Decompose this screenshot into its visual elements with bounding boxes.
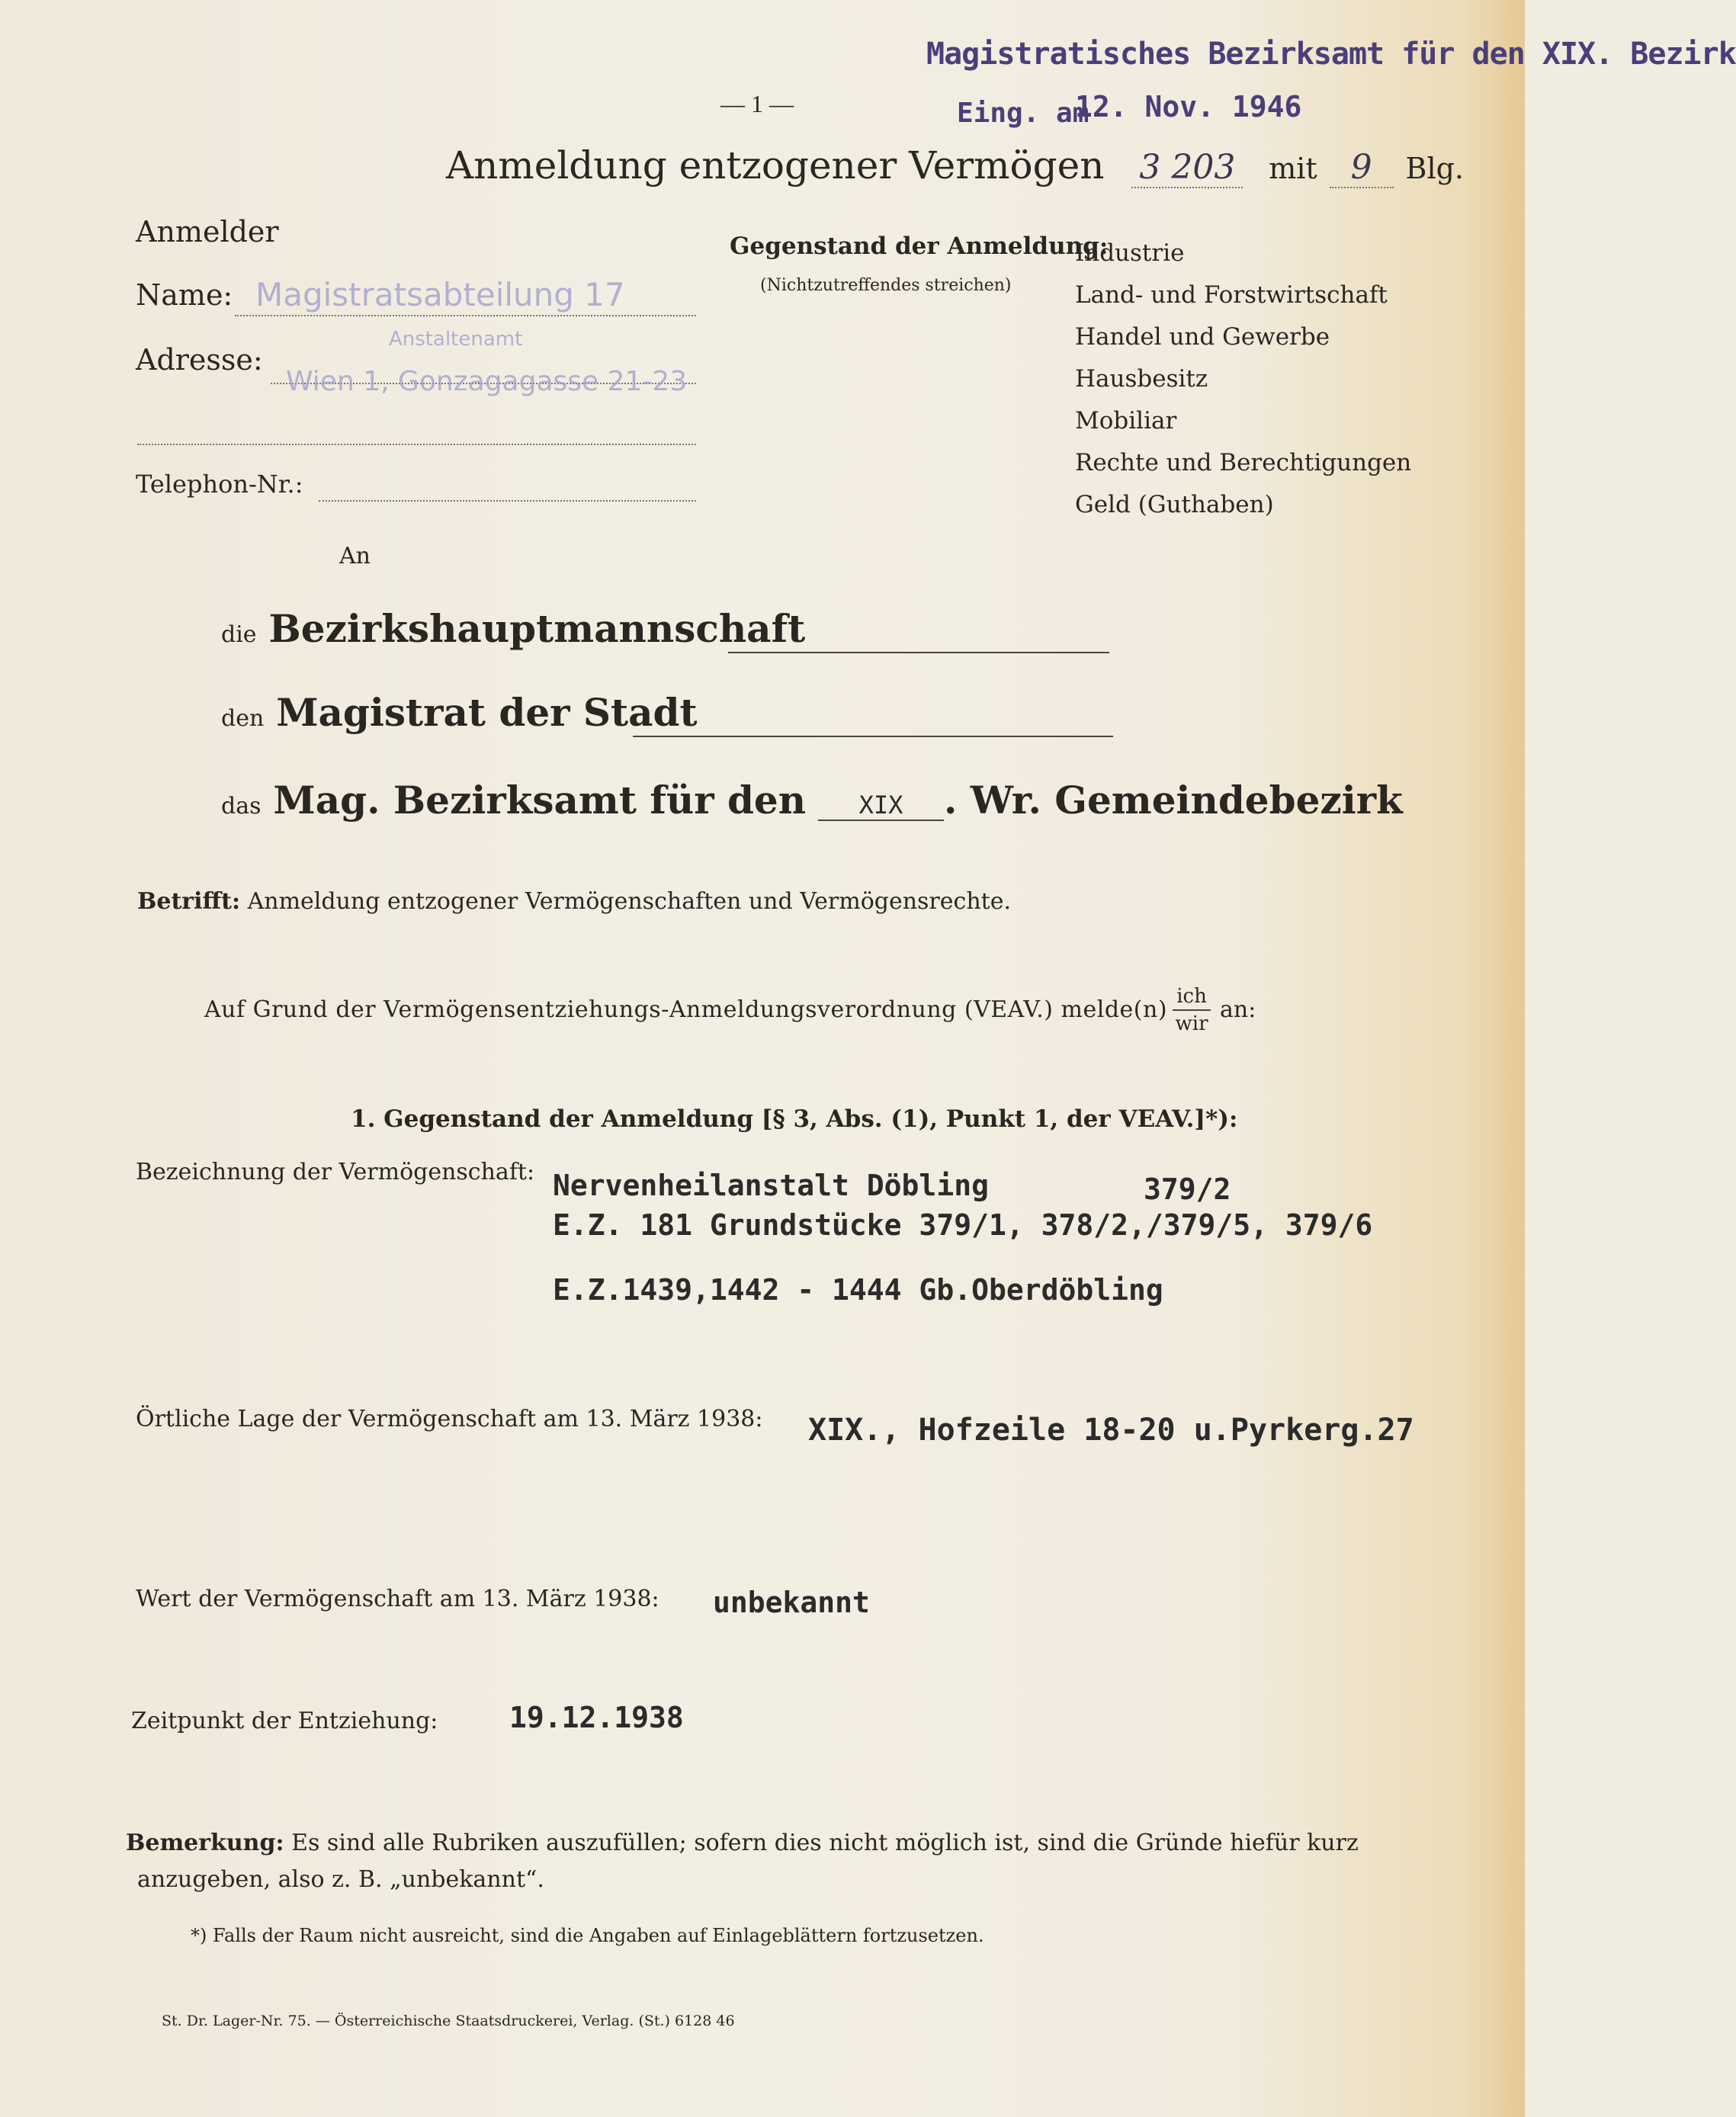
subject-option: Rechte und Berechtigungen <box>1075 449 1412 476</box>
address-extra: Anstaltenamt <box>389 328 523 351</box>
page-title <box>446 143 1464 188</box>
district-suffix: . Wr. Gemeindebezirk <box>943 778 1403 823</box>
date-label: Zeitpunkt der Entziehung: <box>131 1708 438 1734</box>
subject-option: Mobiliar <box>1075 407 1177 435</box>
addressee-line-2 <box>221 690 698 735</box>
name-value: Magistratsabteilung 17 <box>255 276 625 313</box>
office-stamp: Magistratisches Bezirksamt für den XIX. Bezirk <box>926 37 1736 72</box>
district-number: XIX <box>818 791 944 821</box>
article: die <box>221 621 257 648</box>
fraction-top: ich <box>1173 983 1211 1011</box>
addressee-line-2-rule <box>633 736 1113 737</box>
addressee-text: Mag. Bezirksamt für den <box>273 778 807 823</box>
basis-text: Auf Grund der Vermögensentziehungs-Anmeldungsverordnung (VEAV.) melde(n) <box>204 996 1168 1023</box>
phone-label: Telephon-Nr.: <box>136 470 303 499</box>
subject-option: Handel und Gewerbe <box>1075 323 1330 351</box>
value-label: Wert der Vermögenschaft am 13. März 1938: <box>136 1586 659 1612</box>
subject-label: Gegenstand der Anmeldung: <box>730 233 1109 260</box>
addressee-line-3 <box>221 778 1403 823</box>
received-label: Eing. am <box>957 98 1089 129</box>
printer-line: St. Dr. Lager-Nr. 75. — Österreichische Staatsdruckerei, Verlag. (St.) 6128 46 <box>162 2013 735 2029</box>
remark <box>126 1830 1359 1856</box>
location-label: Örtliche Lage der Vermögenschaft am 13. März 1938: <box>136 1406 763 1432</box>
concerning-text: Anmeldung entzogener Vermögenschaften und Vermögensrechte. <box>247 888 1011 915</box>
subject-option: Geld (Guthaben) <box>1075 491 1274 518</box>
designation-line-2: E.Z. 181 Grundstücke 379/1, 378/2,/379/5, 379/6 <box>553 1208 1373 1242</box>
value-value: unbekannt <box>713 1586 870 1619</box>
subject-option: Hausbesitz <box>1075 365 1208 393</box>
page-number: — 1 — <box>720 90 794 117</box>
designation-line-3: E.Z.1439,1442 - 1444 Gb.Oberdöbling <box>553 1273 1163 1307</box>
title-prefix: Anmeldung entzogener Vermögen <box>446 143 1105 188</box>
subject-option: Land- und Forstwirtschaft <box>1075 281 1388 309</box>
subject-note: (Nichtzutreffendes streichen) <box>760 276 1012 295</box>
section-1-heading: 1. Gegenstand der Anmeldung [§ 3, Abs. (1), Punkt 1, der VEAV.]*): <box>351 1105 1238 1133</box>
phone-line <box>319 500 696 502</box>
attachments-suffix: Blg. <box>1405 152 1464 185</box>
received-date: 12. Nov. 1946 <box>1075 90 1302 123</box>
designation-line-1b: 379/2 <box>1144 1172 1231 1206</box>
attachment-count: 9 <box>1330 148 1394 188</box>
concerning-label: Betrifft: <box>137 888 241 915</box>
fraction-bottom: wir <box>1175 1012 1208 1035</box>
to-label: An <box>339 543 371 569</box>
designation-label: Bezeichnung der Vermögenschaft: <box>136 1159 535 1185</box>
address-line-2 <box>137 444 696 445</box>
concerning <box>137 888 1011 915</box>
name-label: Name: <box>136 278 233 312</box>
subject-option: Industrie <box>1075 239 1185 267</box>
addressee-text: Bezirkshauptmannschaft <box>268 606 806 651</box>
article: das <box>221 793 262 820</box>
location-value: XIX., Hofzeile 18-20 u.Pyrkerg.27 <box>808 1413 1414 1448</box>
basis-fraction <box>1173 983 1211 1037</box>
name-line <box>235 315 696 316</box>
designation-line-1: Nervenheilanstalt Döbling <box>553 1169 989 1202</box>
address-label: Adresse: <box>136 343 263 377</box>
addressee-text: Magistrat der Stadt <box>276 690 698 735</box>
remark-text-1: Es sind alle Rubriken auszufüllen; sofern dies nicht möglich ist, sind die Gründe hiefür kurz <box>291 1830 1359 1856</box>
date-value: 19.12.1938 <box>509 1701 684 1734</box>
applicant-heading: Anmelder <box>136 215 279 249</box>
remark-text-2: anzugeben, also z. B. „unbekannt“. <box>137 1866 544 1893</box>
basis-end: an: <box>1220 996 1256 1023</box>
addressee-line-1 <box>221 606 805 651</box>
addressee-line-1-rule <box>728 652 1109 653</box>
article: den <box>221 705 265 732</box>
footnote: *) Falls der Raum nicht ausreicht, sind die Angaben auf Einlageblättern fortzusetzen. <box>191 1925 984 1946</box>
subject-options <box>1075 233 1411 526</box>
file-number: 3 203 <box>1131 148 1243 188</box>
with-label: mit <box>1269 152 1317 185</box>
address-value: Wien 1, Gonzagagasse 21-23 <box>286 366 688 397</box>
remark-label: Bemerkung: <box>126 1830 284 1856</box>
